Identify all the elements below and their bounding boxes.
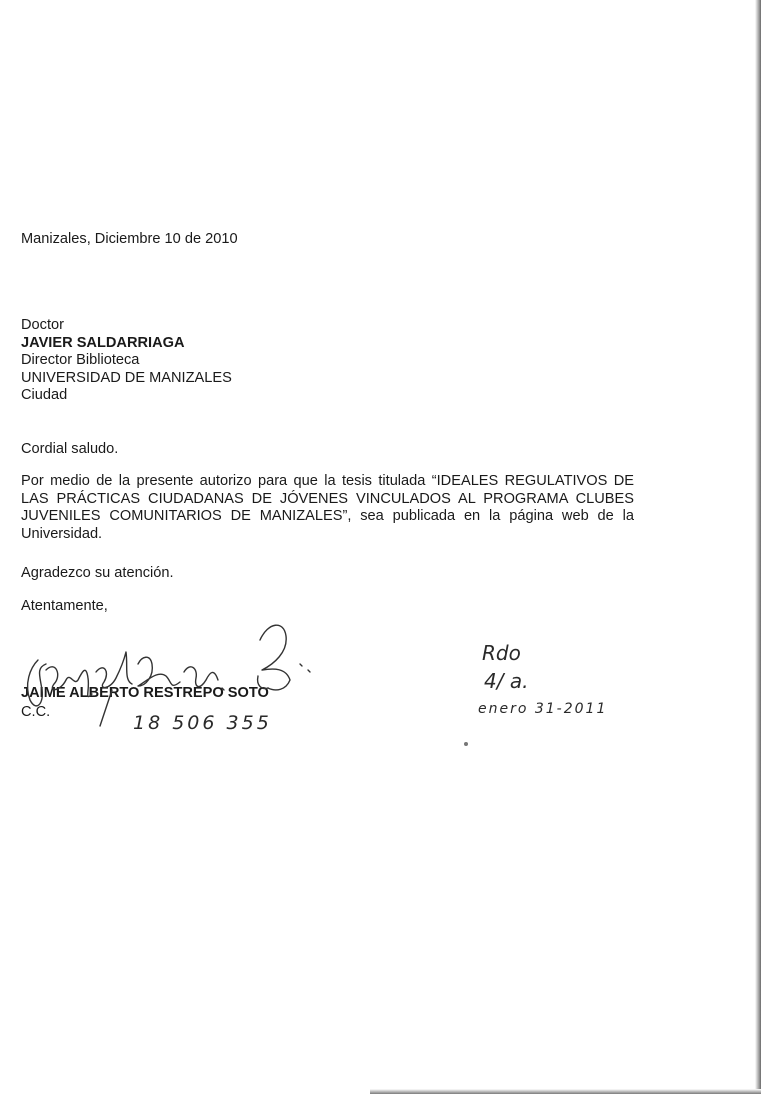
received-note-line2: 4/ a. xyxy=(484,669,529,693)
handwritten-signature xyxy=(28,625,310,726)
closing-line: Atentamente, xyxy=(21,598,108,614)
recipient-title: Doctor xyxy=(21,317,64,333)
thanks-line: Agradezco su atención. xyxy=(21,565,174,581)
scan-edge-bottom xyxy=(370,1089,761,1094)
greeting: Cordial saludo. xyxy=(21,441,119,457)
scan-edge-right xyxy=(755,0,761,1094)
recipient-city: Ciudad xyxy=(21,387,68,403)
body-paragraph: Por medio de la presente autorizo para que la tesis titulada “IDEALES REGULATIVOS DE LAS PRÁCTICAS CIUDADANAS DE JÓVENES VINCULADOS AL PROGRAMA CLUBES JUVENILES COMUNITARIOS DE MANIZALES”, sea publicada en la página web de la Universidad. xyxy=(21,473,634,542)
recipient-position: Director Biblioteca xyxy=(21,352,140,368)
received-note-line3: enero 31-2011 xyxy=(478,701,608,717)
recipient-name: JAVIER SALDARRIAGA xyxy=(21,334,185,351)
received-note xyxy=(478,641,607,717)
recipient-institution: UNIVERSIDAD DE MANIZALES xyxy=(21,369,232,386)
signer-id-label: C.C. xyxy=(21,704,51,720)
date-line: Manizales, Diciembre 10 de 2010 xyxy=(21,231,238,247)
recipient-block xyxy=(21,317,232,405)
signer-name: JAIME ALBERTO RESTREPO SOTO xyxy=(21,685,269,701)
ink-speck xyxy=(464,742,468,746)
handwritten-id-number: 18 506 355 xyxy=(133,712,272,734)
received-note-line1: Rdo xyxy=(482,641,521,665)
